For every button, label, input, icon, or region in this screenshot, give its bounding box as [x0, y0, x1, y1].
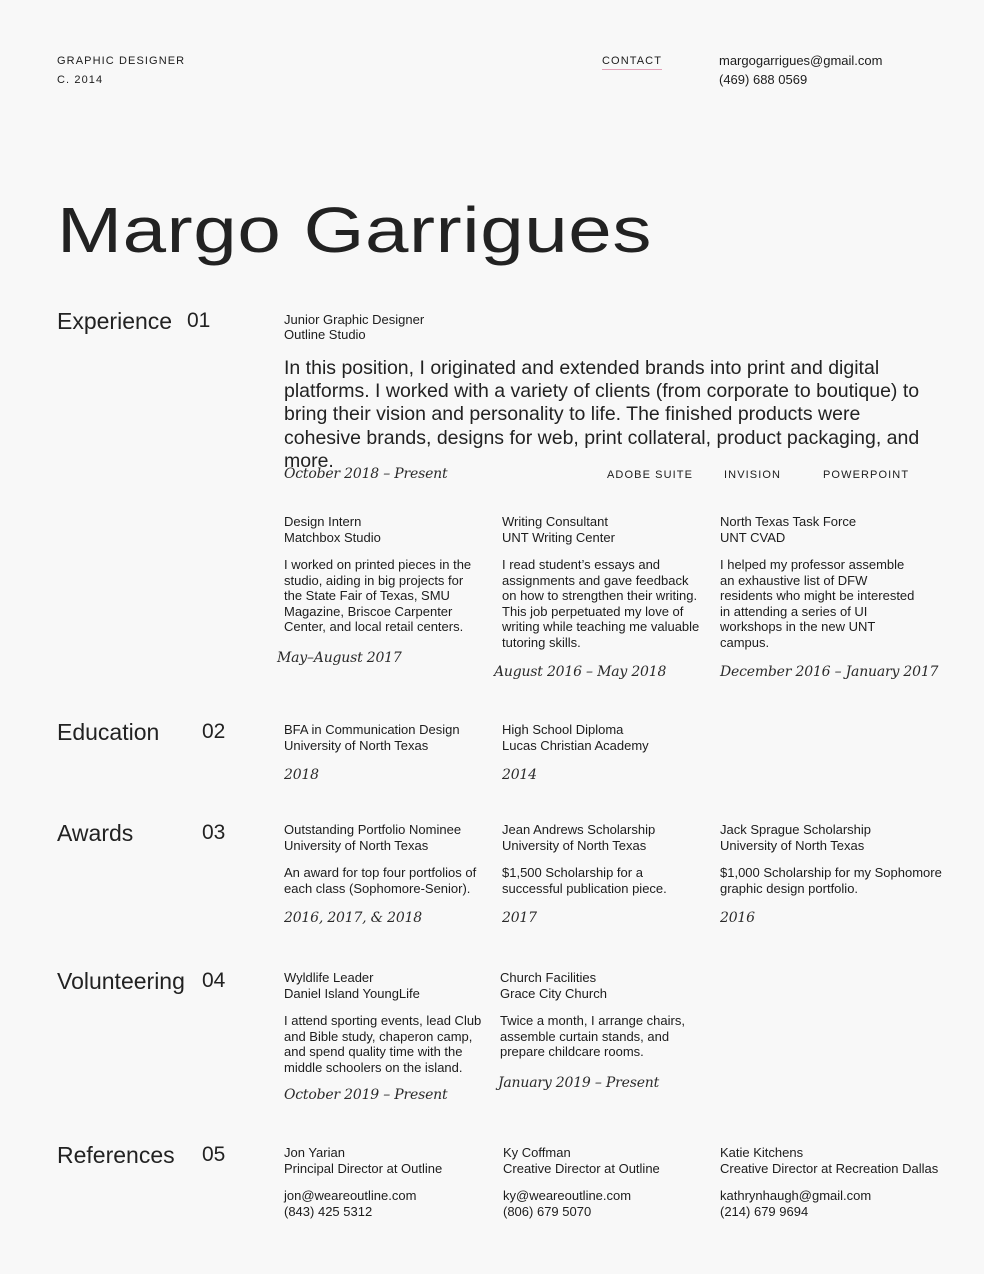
header-phone: (469) 688 0569 [719, 72, 808, 87]
skill-tag: INVISION [724, 469, 782, 481]
volunteering-role: Church Facilities [500, 970, 597, 985]
volunteering-item [284, 970, 489, 1075]
award-title: Outstanding Portfolio Nominee [284, 822, 462, 837]
experience-item-date: May–August 2017 [277, 650, 402, 666]
volunteering-description: Twice a month, I arrange chairs, assemble curtain stands, and prepare childcare rooms. [500, 1013, 685, 1059]
award-year: 2016 [720, 910, 755, 926]
award-year: 2016, 2017, & 2018 [284, 910, 422, 926]
reference-phone: (214) 679 9694 [720, 1203, 809, 1219]
volunteering-role: Wyldlife Leader [284, 970, 374, 985]
experience-item-description: I read student’s essays and assignments and gave feedback on how to strengthen their writing. This job perpetuated my love of writing while teaching me valuable tutoring skills. [502, 557, 700, 650]
experience-main-date: October 2018 – Present [284, 466, 448, 482]
experience-item-role: Writing Consultant [502, 514, 608, 529]
reference-item [503, 1145, 660, 1219]
award-org: University of North Texas [720, 837, 865, 853]
section-number-awards: 03 [202, 821, 226, 844]
skill-tag: ADOBE SUITE [607, 469, 694, 481]
volunteering-item [500, 970, 695, 1060]
experience-item [284, 514, 479, 635]
experience-item-org: UNT CVAD [720, 529, 786, 545]
award-item [284, 822, 489, 896]
reference-item [284, 1145, 442, 1219]
section-number-education: 02 [202, 720, 226, 743]
reference-name: Ky Coffman [503, 1145, 571, 1160]
education-item [284, 722, 460, 753]
experience-item-org: UNT Writing Center [502, 529, 615, 545]
volunteering-date: October 2019 – Present [284, 1087, 448, 1103]
experience-item-description: I worked on printed pieces in the studio, aiding in big projects for the State Fair of Texas, SMU Magazine, Briscoe Carpenter Center, and local retail centers. [284, 557, 472, 634]
section-title-experience: Experience [57, 308, 173, 334]
experience-item-org: Matchbox Studio [284, 529, 381, 545]
award-title: Jean Andrews Scholarship [502, 822, 656, 837]
contact-link[interactable]: CONTACT [602, 55, 662, 70]
header-since: C. 2014 [57, 74, 104, 86]
section-title-volunteering: Volunteering [57, 968, 185, 994]
experience-item [502, 514, 702, 650]
education-degree: BFA in Communication Design [284, 722, 460, 737]
volunteering-date: January 2019 – Present [498, 1075, 660, 1091]
award-title: Jack Sprague Scholarship [720, 822, 872, 837]
page-title: Margo Garrigues [57, 194, 652, 266]
section-title-education: Education [57, 719, 160, 745]
header-role: GRAPHIC DESIGNER [57, 55, 186, 67]
education-degree: High School Diploma [502, 722, 624, 737]
award-description: $1,000 Scholarship for my Sophomore graphic design portfolio. [720, 865, 942, 896]
volunteering-org: Grace City Church [500, 985, 607, 1001]
reference-title: Creative Director at Recreation Dallas [720, 1160, 939, 1176]
experience-intro: In this position, I originated and extended brands into print and digital platforms. I worked with a variety of clients (from corporate to boutique) to bring their vision and personality to life. The finished products were cohesive brands, designs for web, print collateral, product packaging, and more. [284, 357, 920, 472]
experience-item-description: I helped my professor assemble an exhaustive list of DFW residents who might be interested in attending a series of UI workshops in the new UNT campus. [720, 557, 915, 650]
section-number-volunteering: 04 [202, 969, 226, 992]
reference-phone: (806) 679 5070 [503, 1203, 592, 1219]
reference-email[interactable]: jon@weareoutline.com [284, 1188, 417, 1203]
award-item [502, 822, 692, 896]
award-year: 2017 [502, 910, 537, 926]
skill-tag: POWERPOINT [823, 469, 910, 481]
reference-name: Jon Yarian [284, 1145, 345, 1160]
award-org: University of North Texas [502, 837, 647, 853]
header-email[interactable]: margogarrigues@gmail.com [719, 53, 883, 68]
education-year: 2018 [284, 767, 319, 783]
reference-email[interactable]: ky@weareoutline.com [503, 1188, 632, 1203]
education-school: Lucas Christian Academy [502, 737, 649, 753]
experience-item [720, 514, 920, 650]
volunteering-description: I attend sporting events, lead Club and Bible study, chaperon camp, and spend quality time with the middle schoolers on the island. [284, 1013, 482, 1075]
section-number-references: 05 [202, 1143, 226, 1166]
section-title-awards: Awards [57, 820, 134, 846]
section-title-references: References [57, 1142, 175, 1168]
experience-item-date: December 2016 – January 2017 [720, 664, 939, 680]
education-school: University of North Texas [284, 737, 429, 753]
reference-title: Creative Director at Outline [503, 1160, 660, 1176]
award-description: $1,500 Scholarship for a successful publication piece. [502, 865, 667, 896]
reference-item [720, 1145, 938, 1219]
reference-name: Katie Kitchens [720, 1145, 804, 1160]
experience-item-role: Design Intern [284, 514, 362, 529]
award-org: University of North Texas [284, 837, 429, 853]
experience-main-role: Junior Graphic Designer [284, 312, 425, 327]
education-item [502, 722, 649, 753]
section-number-experience: 01 [187, 309, 211, 332]
reference-phone: (843) 425 5312 [284, 1203, 373, 1219]
experience-main-org: Outline Studio [284, 327, 366, 342]
education-year: 2014 [502, 767, 537, 783]
award-description: An award for top four portfolios of each class (Sophomore-Senior). [284, 865, 477, 896]
reference-email[interactable]: kathrynhaugh@gmail.com [720, 1188, 872, 1203]
reference-title: Principal Director at Outline [284, 1160, 443, 1176]
volunteering-org: Daniel Island YoungLife [284, 985, 420, 1001]
experience-item-date: August 2016 – May 2018 [494, 664, 667, 680]
award-item [720, 822, 955, 896]
experience-item-role: North Texas Task Force [720, 514, 857, 529]
